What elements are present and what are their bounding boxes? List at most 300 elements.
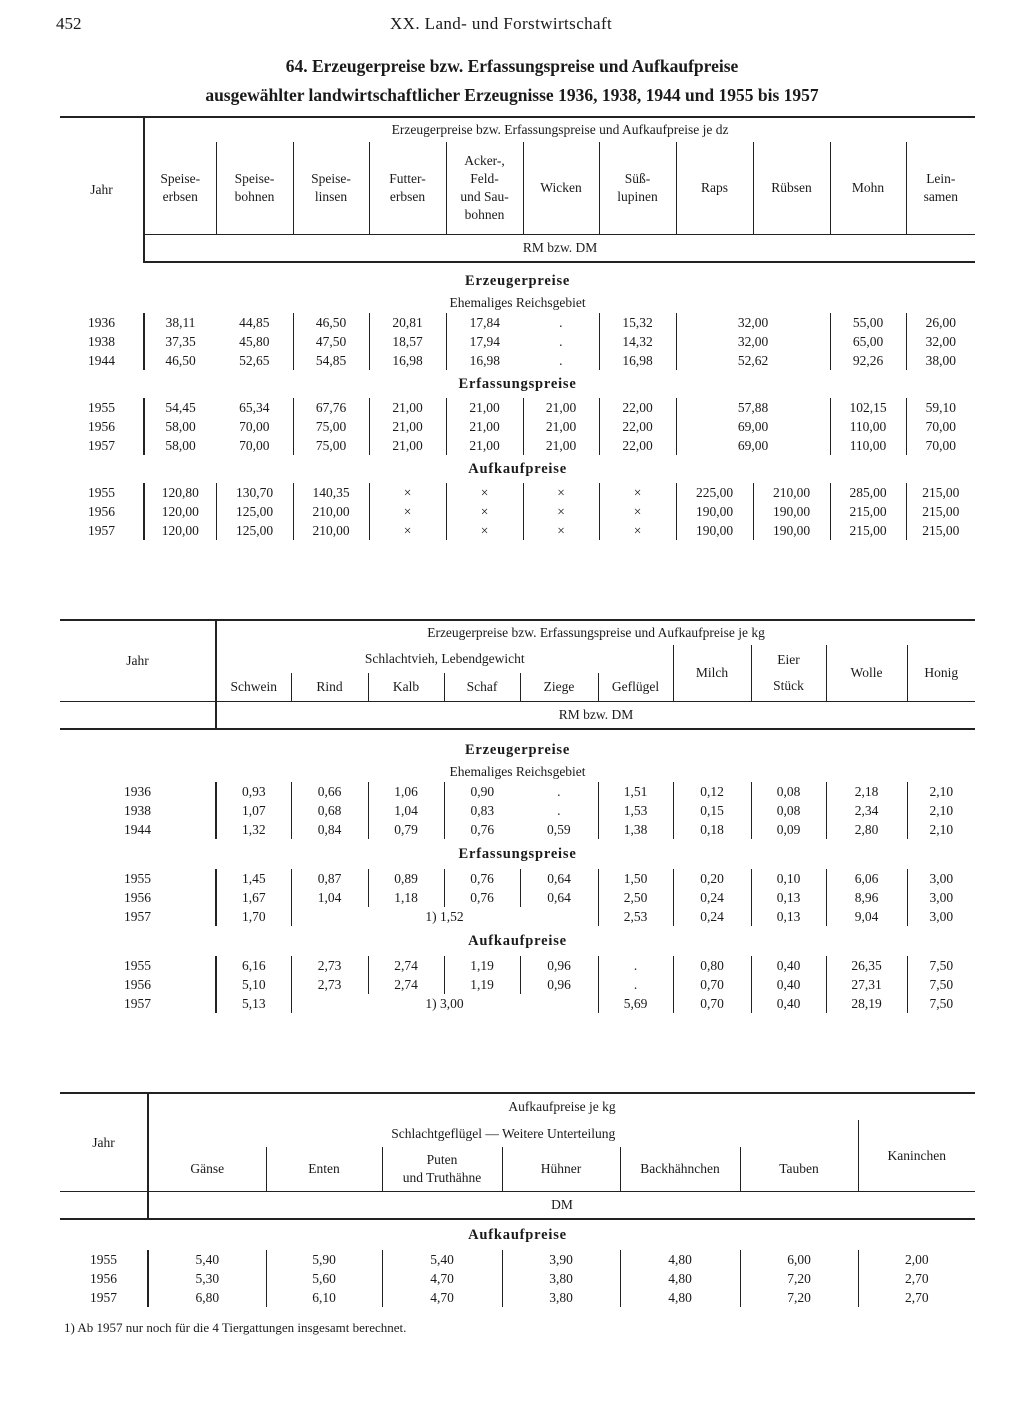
- table-row: [60, 351, 975, 370]
- year-cell: 1938: [88, 334, 115, 349]
- table-cell: 75,00: [293, 417, 369, 436]
- table-cell: 0,76: [444, 888, 520, 907]
- table-cell: Feld-: [470, 171, 499, 186]
- table-cell: 0,68: [291, 801, 368, 820]
- table-cell: 0,24: [673, 907, 751, 926]
- table-cell: 215,00: [830, 502, 906, 521]
- table-cell: 70,00: [239, 438, 270, 453]
- footnote-ref-value: 1) 3,00: [291, 994, 598, 1013]
- table-cell: .: [559, 353, 563, 368]
- table-cell: 21,00: [523, 398, 599, 417]
- table-cell: 46,50: [293, 313, 369, 332]
- table-cell: 1,70: [216, 907, 291, 926]
- table-cell: 0,59: [546, 822, 571, 837]
- table-cell: 5,10: [216, 975, 291, 994]
- col-header: [906, 142, 975, 235]
- table-cell: Rübsen: [771, 180, 812, 195]
- table-cell: 38,00: [906, 351, 975, 370]
- table-cell: 5,13: [216, 994, 291, 1013]
- table-cell: 55,00: [830, 313, 906, 332]
- table-cell: .: [557, 784, 561, 799]
- table-row: [60, 332, 975, 351]
- table-cell: 21,00: [446, 398, 523, 417]
- table-cell: 140,35: [293, 483, 369, 502]
- table-cell: 1,06: [368, 782, 444, 801]
- table-cell: 0,66: [291, 782, 368, 801]
- table-cell: 5,60: [266, 1269, 382, 1288]
- table-cell: 1,19: [444, 956, 520, 975]
- table-title-line-1: 64. Erzeugerpreise bzw. Erfassungspreise und Aufkaufpreise: [285, 56, 739, 76]
- table-cell: 0,10: [751, 869, 826, 888]
- table-cell: erbsen: [389, 189, 426, 204]
- table-cell: 44,85: [239, 315, 270, 330]
- table-cell: 0,87: [291, 869, 368, 888]
- year-cell: 1955: [88, 485, 115, 500]
- table-row: [60, 483, 975, 502]
- table-cell: 26,00: [906, 313, 975, 332]
- table-cell: 120,80: [144, 483, 216, 502]
- table-cell: Mohn: [851, 180, 885, 195]
- table-row: [60, 820, 975, 839]
- table-cell: 65,00: [830, 332, 906, 351]
- table-cell: 285,00: [830, 483, 906, 502]
- table-cell: 102,15: [830, 398, 906, 417]
- table-cell: 125,00: [216, 521, 293, 540]
- table-cell: lupinen: [617, 189, 658, 204]
- section-title: Aufkaufpreise: [468, 932, 567, 949]
- col-header: [369, 142, 446, 235]
- table-row: [60, 521, 975, 540]
- table-cell: 2,10: [907, 801, 975, 820]
- col-header-milch: Milch: [673, 645, 751, 702]
- table-cell: 32,00: [676, 332, 830, 351]
- table-row: [60, 313, 975, 332]
- table-cell: 0,79: [368, 820, 444, 839]
- table-cell: ×: [523, 521, 599, 540]
- table-cell: 7,50: [907, 956, 975, 975]
- table-cell: 7,50: [907, 994, 975, 1013]
- table-cell: 0,90: [444, 782, 520, 801]
- table-cell: 22,00: [599, 436, 676, 455]
- section-title: Erzeugerpreise: [464, 273, 571, 289]
- table-cell: 4,70: [382, 1288, 502, 1307]
- section-subtitle: Ehemaliges Reichsgebiet: [449, 294, 586, 310]
- table-cell: Wicken: [540, 180, 582, 195]
- table-cell: 21,00: [523, 436, 599, 455]
- section-title: Aufkaufpreise: [468, 460, 567, 477]
- table-cell: 21,00: [446, 417, 523, 436]
- table-cell: ×: [599, 483, 676, 502]
- sub-group-header: Schlachtgeflügel — Weitere Unterteilung: [148, 1120, 858, 1147]
- col-header: [382, 1147, 502, 1192]
- table-cell: und Truthähne: [402, 1170, 482, 1185]
- table-cell: 0,70: [673, 975, 751, 994]
- table-cell: 5,40: [148, 1250, 266, 1269]
- table-cell: 92,26: [830, 351, 906, 370]
- table-cell: ×: [446, 521, 523, 540]
- table-cell: 5,30: [148, 1269, 266, 1288]
- col-header-honig: Honig: [907, 645, 975, 702]
- table-cell: 18,57: [369, 332, 446, 351]
- table-cell: 58,00: [144, 436, 216, 455]
- table-cell: 1,45: [216, 869, 291, 888]
- table-cell: 1,51: [598, 782, 673, 801]
- table-cell: 14,32: [599, 332, 676, 351]
- table-row: [60, 502, 975, 521]
- table-cell: 65,34: [239, 400, 270, 415]
- table-cell: 22,00: [599, 398, 676, 417]
- year-cell: 1956: [88, 419, 115, 434]
- year-cell: 1944: [88, 353, 115, 368]
- table-cell: 58,00: [144, 417, 216, 436]
- table-cell: 1,19: [444, 975, 520, 994]
- col-header: Enten: [266, 1147, 382, 1192]
- table-cell: 37,35: [144, 332, 216, 351]
- table-row: [60, 398, 975, 417]
- table-row: [60, 1288, 975, 1307]
- table-cell: ×: [599, 502, 676, 521]
- table-cell: 0,89: [368, 869, 444, 888]
- year-header: Jahr: [60, 117, 144, 262]
- table-cell: 190,00: [753, 521, 830, 540]
- table-cell: 0,96: [520, 956, 598, 975]
- col-header: [599, 142, 676, 235]
- year-cell: 1955: [124, 958, 151, 973]
- table-cell: 4,80: [620, 1250, 740, 1269]
- table-cell: 2,50: [598, 888, 673, 907]
- section-title: Erfassungspreise: [458, 845, 577, 862]
- table-cell: 17,84: [446, 313, 523, 332]
- table-cell: 1,53: [598, 801, 673, 820]
- table-cell: 0,08: [751, 801, 826, 820]
- table-cell: 215,00: [906, 483, 975, 502]
- table-cell: 0,13: [751, 888, 826, 907]
- table-cell: 2,70: [858, 1288, 975, 1307]
- table-cell: 28,19: [826, 994, 907, 1013]
- col-header: Ziege: [520, 673, 598, 702]
- table-cell: 190,00: [676, 521, 753, 540]
- table-cell: 3,00: [907, 869, 975, 888]
- page-number: 452: [56, 14, 82, 33]
- section-title: Aufkaufpreise: [468, 1226, 567, 1243]
- table-cell: 69,00: [676, 417, 830, 436]
- table-cell: 0,76: [444, 869, 520, 888]
- table-cell: Speise-: [234, 171, 275, 186]
- group-header: Aufkaufpreise je kg: [148, 1093, 975, 1120]
- table-row: [60, 888, 975, 907]
- col-header: [293, 142, 369, 235]
- table-row: [60, 782, 975, 801]
- table-cell: 21,00: [369, 436, 446, 455]
- table-cell: ×: [446, 502, 523, 521]
- table-cell: 0,18: [673, 820, 751, 839]
- table-cell: 4,70: [382, 1269, 502, 1288]
- table-cell: 7,50: [907, 975, 975, 994]
- table-cell: 70,00: [906, 417, 975, 436]
- sub-group-header: Schlachtvieh, Lebendgewicht: [216, 645, 673, 673]
- col-header: Backhähnchen: [620, 1147, 740, 1192]
- table-cell: 26,35: [826, 956, 907, 975]
- table-cell: 210,00: [293, 521, 369, 540]
- table-row: [60, 869, 975, 888]
- table-cell: Futter-: [389, 171, 426, 186]
- table-cell: ×: [369, 483, 446, 502]
- year-cell: 1955: [90, 1252, 117, 1267]
- col-header: [523, 142, 599, 235]
- table-cell: 38,11: [144, 313, 216, 332]
- table-cell: 46,50: [144, 351, 216, 370]
- table-cell: 1,32: [216, 820, 291, 839]
- group-header: Erzeugerpreise bzw. Erfassungspreise und Aufkaufpreise je dz: [144, 117, 975, 142]
- table-row: [60, 1269, 975, 1288]
- year-cell: 1957: [124, 909, 151, 924]
- col-header: Rind: [291, 673, 368, 702]
- col-header: [753, 142, 830, 235]
- table-cell: 125,00: [216, 502, 293, 521]
- table-cell: 54,45: [144, 398, 216, 417]
- table-cell: 2,74: [368, 956, 444, 975]
- year-cell: 1956: [88, 504, 115, 519]
- table-cell: 52,65: [239, 353, 270, 368]
- table-cell: 215,00: [906, 502, 975, 521]
- table-cell: ×: [523, 502, 599, 521]
- col-header: Gänse: [148, 1147, 266, 1192]
- table-cell: 75,00: [293, 436, 369, 455]
- table-cell: 110,00: [830, 417, 906, 436]
- table-cell: 6,10: [266, 1288, 382, 1307]
- table-cell: bohnen: [234, 189, 275, 204]
- table-cell: .: [559, 315, 563, 330]
- footnote-ref-value: 1) 1,52: [291, 907, 598, 926]
- table-cell: 225,00: [676, 483, 753, 502]
- col-header: Schaf: [444, 673, 520, 702]
- table-livestock-products: [60, 619, 975, 1013]
- table-cell: 0,70: [673, 994, 751, 1013]
- chapter-heading: XX. Land- und Forstwirtschaft: [390, 14, 613, 33]
- table-cell: 2,80: [826, 820, 907, 839]
- table-cell: bohnen: [464, 207, 505, 222]
- table-cell: 2,74: [368, 975, 444, 994]
- year-cell: 1956: [124, 890, 151, 905]
- section-subtitle: Ehemaliges Reichsgebiet: [449, 763, 586, 779]
- table-cell: 5,69: [598, 994, 673, 1013]
- table-cell: 70,00: [239, 419, 270, 434]
- table-cell: 1,04: [291, 888, 368, 907]
- table-cell: 0,20: [673, 869, 751, 888]
- year-header: Jahr: [60, 620, 216, 702]
- table-cell: 16,98: [599, 351, 676, 370]
- table-cell: linsen: [314, 189, 348, 204]
- table-cell: 6,80: [148, 1288, 266, 1307]
- year-cell: 1957: [88, 523, 115, 538]
- table-cell: 15,32: [599, 313, 676, 332]
- year-cell: 1956: [124, 977, 151, 992]
- table-cell: 27,31: [826, 975, 907, 994]
- table-cell: 59,10: [906, 398, 975, 417]
- table-cell: ×: [369, 502, 446, 521]
- col-header: Hühner: [502, 1147, 620, 1192]
- table-cell: 120,00: [144, 521, 216, 540]
- table-cell: 0,40: [751, 956, 826, 975]
- table-cell: 1,18: [368, 888, 444, 907]
- table-cell: 9,04: [826, 907, 907, 926]
- table-cell: 21,00: [523, 417, 599, 436]
- table-cell: .: [598, 975, 673, 994]
- table-cell: 4,80: [620, 1288, 740, 1307]
- table-cell: 0,64: [520, 869, 598, 888]
- table-cell: 0,64: [520, 888, 598, 907]
- col-header: [446, 142, 523, 235]
- table-cell: 32,00: [676, 313, 830, 332]
- table-row: [60, 975, 975, 994]
- table-cell: 110,00: [830, 436, 906, 455]
- table-cell: 0,12: [673, 782, 751, 801]
- table-cell: .: [559, 334, 563, 349]
- table-cell: Puten: [426, 1152, 458, 1167]
- year-cell: 1956: [90, 1271, 117, 1286]
- table-cell: 32,00: [906, 332, 975, 351]
- table-cell: 210,00: [753, 483, 830, 502]
- col-header: [676, 142, 753, 235]
- table-cell: 1,07: [216, 801, 291, 820]
- table-cell: 70,00: [906, 436, 975, 455]
- table-cell: .: [557, 803, 561, 818]
- table-cell: 47,50: [293, 332, 369, 351]
- table-cell: 2,53: [598, 907, 673, 926]
- col-header: [144, 142, 216, 235]
- table-row: [60, 801, 975, 820]
- col-header-wolle: Wolle: [826, 645, 907, 702]
- table-cell: und Sau-: [460, 189, 509, 204]
- table-cell: 6,06: [826, 869, 907, 888]
- table-cell: 7,20: [740, 1288, 858, 1307]
- table-cell: 190,00: [753, 502, 830, 521]
- table-cell: 1,04: [368, 801, 444, 820]
- table-cell: 21,00: [369, 417, 446, 436]
- year-cell: 1936: [88, 315, 115, 330]
- table-cell: 22,00: [599, 417, 676, 436]
- table-cell: samen: [923, 189, 959, 204]
- year-cell: 1957: [88, 438, 115, 453]
- table-cell: 3,90: [502, 1250, 620, 1269]
- unit-label: RM bzw. DM: [216, 702, 975, 730]
- table-cell: 0,76: [444, 820, 520, 839]
- table-cell: 4,80: [620, 1269, 740, 1288]
- table-cell: 2,18: [826, 782, 907, 801]
- table-cell: 120,00: [144, 502, 216, 521]
- year-header: Jahr: [60, 1093, 148, 1192]
- table-title-line-2: ausgewählter landwirtschaftlicher Erzeugnisse 1936, 1938, 1944 und 1955 bis 1957: [205, 85, 819, 105]
- table-cell: 17,94: [446, 332, 523, 351]
- year-cell: 1938: [124, 803, 151, 818]
- table-cell: Eier: [777, 652, 800, 667]
- table-cell: 69,00: [676, 436, 830, 455]
- table-cell: Raps: [701, 180, 728, 195]
- col-header-eier: [751, 645, 826, 702]
- col-header: [216, 142, 293, 235]
- table-cell: 3,80: [502, 1269, 620, 1288]
- table-cell: 5,40: [382, 1250, 502, 1269]
- table-cell: 7,20: [740, 1269, 858, 1288]
- table-cell: 0,15: [673, 801, 751, 820]
- table-cell: 0,84: [291, 820, 368, 839]
- table-cell: 21,00: [369, 398, 446, 417]
- table-cell: 0,80: [673, 956, 751, 975]
- table-cell: 190,00: [676, 502, 753, 521]
- table-cell: ×: [599, 521, 676, 540]
- table-cell: 0,93: [216, 782, 291, 801]
- table-cell: Speise-: [311, 171, 351, 186]
- table-cell: 52,62: [676, 351, 830, 370]
- table-cell: 210,00: [293, 502, 369, 521]
- table-cell: 0,40: [751, 975, 826, 994]
- table-row: [60, 907, 975, 926]
- table-cell: 6,16: [216, 956, 291, 975]
- table-cell: 0,08: [751, 782, 826, 801]
- year-cell: 1957: [90, 1290, 117, 1305]
- table-oilseeds-legumes: [60, 116, 975, 540]
- table-cell: Acker-,: [464, 153, 505, 168]
- table-cell: 16,98: [369, 351, 446, 370]
- table-cell: 0,40: [751, 994, 826, 1013]
- table-cell: ×: [523, 483, 599, 502]
- table-cell: 0,83: [444, 801, 520, 820]
- table-cell: 6,00: [740, 1250, 858, 1269]
- table-cell: 2,10: [907, 782, 975, 801]
- table-row: [60, 417, 975, 436]
- table-cell: 2,10: [907, 820, 975, 839]
- col-header: Geflügel: [598, 673, 673, 702]
- table-row: [60, 994, 975, 1013]
- year-cell: 1936: [124, 784, 151, 799]
- table-cell: 5,90: [266, 1250, 382, 1269]
- footnote: 1) Ab 1957 nur noch für die 4 Tiergattungen insgesamt berechnet.: [64, 1320, 407, 1335]
- table-cell: 21,00: [446, 436, 523, 455]
- table-row: [60, 1250, 975, 1269]
- unit-label: DM: [148, 1192, 975, 1220]
- table-cell: ×: [369, 521, 446, 540]
- group-header: Erzeugerpreise bzw. Erfassungspreise und Aufkaufpreise je kg: [216, 620, 975, 645]
- table-cell: 2,73: [291, 975, 368, 994]
- table-cell: 16,98: [446, 351, 523, 370]
- table-cell: 20,81: [369, 313, 446, 332]
- table-cell: erbsen: [162, 189, 198, 204]
- table-cell: 215,00: [830, 521, 906, 540]
- table-row: [60, 956, 975, 975]
- table-cell: Stück: [773, 678, 804, 693]
- table-cell: 0,09: [751, 820, 826, 839]
- table-cell: 2,73: [291, 956, 368, 975]
- table-cell: 0,24: [673, 888, 751, 907]
- year-cell: 1944: [124, 822, 151, 837]
- section-title: Erzeugerpreise: [464, 742, 571, 758]
- table-cell: 8,96: [826, 888, 907, 907]
- table-cell: Speise-: [160, 171, 201, 186]
- year-cell: 1955: [88, 400, 115, 415]
- table-cell: 0,13: [751, 907, 826, 926]
- col-header: Tauben: [740, 1147, 858, 1192]
- table-cell: 1,50: [598, 869, 673, 888]
- table-cell: 2,34: [826, 801, 907, 820]
- table-cell: 0,96: [520, 975, 598, 994]
- year-cell: 1957: [124, 996, 151, 1011]
- table-poultry-rabbits: [60, 1092, 975, 1307]
- col-header-kaninchen: Kaninchen: [858, 1120, 975, 1192]
- table-cell: 67,76: [293, 398, 369, 417]
- table-cell: Süß-: [624, 171, 651, 186]
- table-cell: 2,70: [858, 1269, 975, 1288]
- table-cell: 57,88: [676, 398, 830, 417]
